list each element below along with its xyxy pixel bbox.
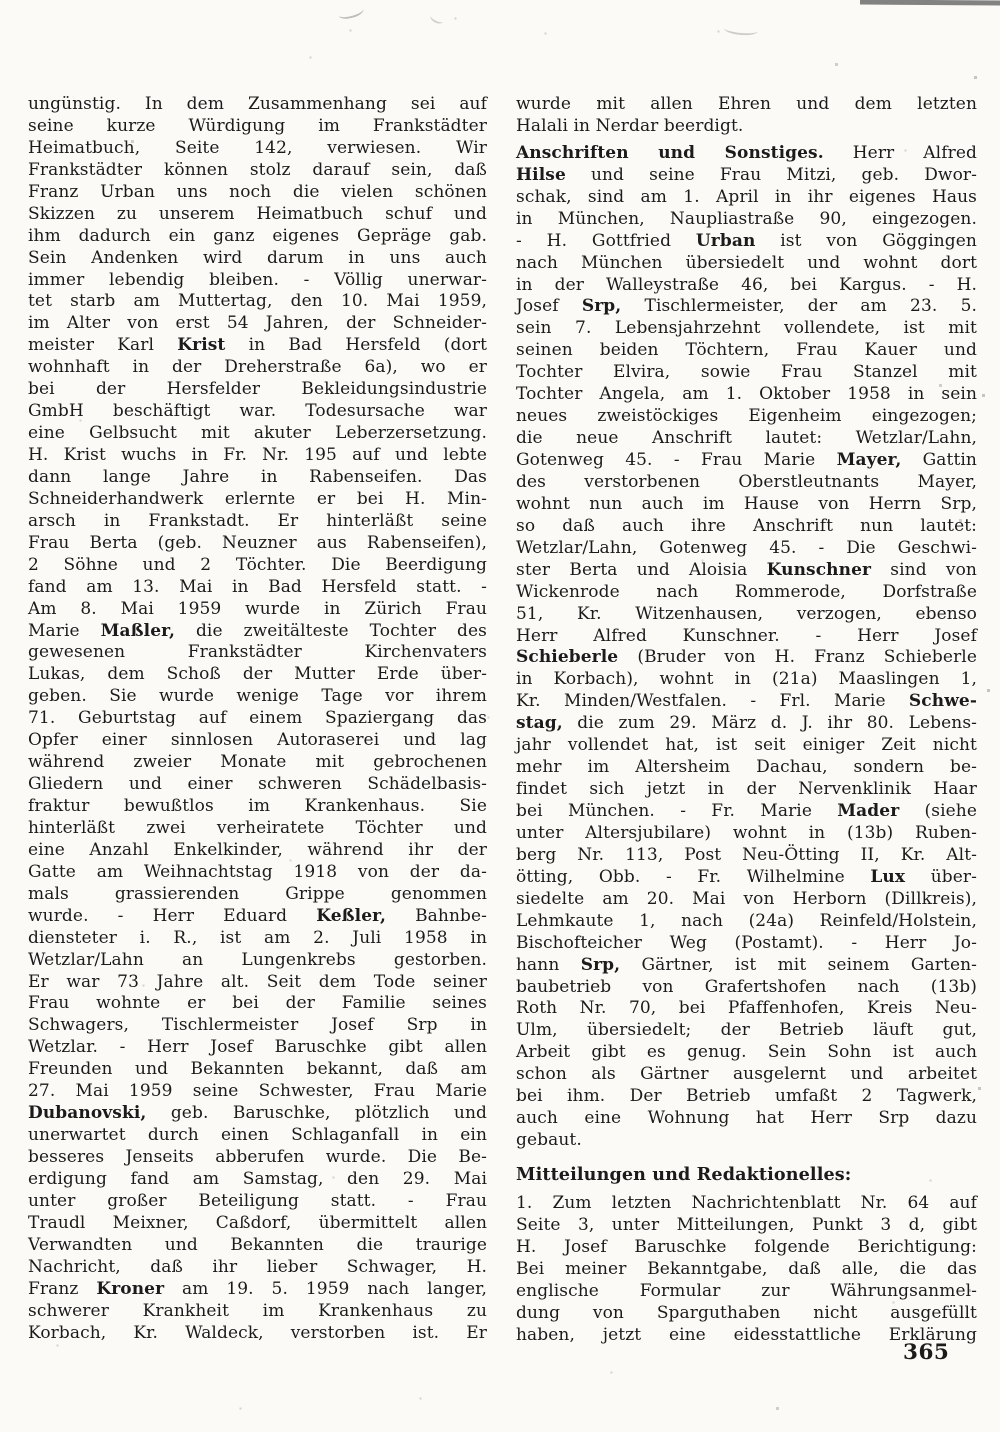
text-segment: in München, Naupliastraße 90, eingezogen.	[516, 208, 977, 229]
text-segment: ist von Göggingen	[755, 230, 977, 251]
text-segment: Verwandten und Bekannten die traurige	[28, 1234, 487, 1255]
text-segment: mehr im Altersheim Dachau, sondern be-	[516, 757, 977, 778]
text-segment: seinen beiden Töchtern, Frau Kauer und	[516, 340, 977, 361]
text-line	[516, 1020, 977, 1042]
scan-pencil-mark	[337, 3, 365, 21]
text-segment: (Bruder von H. Franz Schieberle	[618, 647, 977, 668]
bold-text: Lux	[870, 866, 906, 887]
text-line	[516, 1042, 977, 1064]
text-line	[516, 428, 977, 450]
text-segment: Franz Urban uns noch die vielen schönen	[28, 181, 487, 202]
text-segment: Seite 3, unter Mitteilungen, Punkt 3 d, gibt	[516, 1214, 977, 1235]
obituaries-continued-paragraph	[28, 94, 487, 1344]
text-segment: Josef	[516, 296, 582, 317]
text-line	[28, 1257, 487, 1279]
text-segment: auch eine Wohnung hat Herr Srp dazu	[516, 1108, 977, 1129]
text-segment: Herr Alfred	[823, 142, 977, 163]
text-segment: Heimatbuch, Seite 142, verwiesen. Wir	[28, 137, 487, 158]
text-segment: Wetzlar/Lahn, Gotenweg 45. - Die Geschwi-	[516, 537, 977, 558]
text-line	[28, 577, 487, 599]
text-segment: Er war 73 Jahre alt. Seit dem Tode seiner	[28, 971, 487, 992]
text-line	[516, 538, 977, 560]
text-line	[516, 1237, 977, 1259]
text-line	[28, 291, 487, 313]
text-line	[28, 1059, 487, 1081]
text-segment: Am 8. Mai 1959 wurde in Zürich Frau	[28, 598, 487, 619]
text-segment: 51, Kr. Witzenhausen, verzogen, ebenso	[516, 603, 977, 624]
text-line	[28, 1037, 487, 1059]
text-line	[28, 686, 487, 708]
text-line	[516, 977, 977, 999]
text-line	[516, 1281, 977, 1303]
text-segment: Korbach, Kr. Waldeck, verstorben ist. Er	[28, 1322, 487, 1343]
text-line	[28, 94, 487, 116]
text-segment: in Korbach), wohnt in (21a) Maaslingen 1,	[516, 669, 977, 690]
text-line	[28, 730, 487, 752]
text-line	[28, 116, 487, 138]
text-segment: Tochter Angela, am 1. Oktober 1958 in sein	[516, 384, 977, 405]
text-line	[28, 1147, 487, 1169]
text-line	[516, 209, 977, 231]
bold-text: Mader	[837, 801, 900, 821]
text-segment: tet starb am Muttertag, den 10. Mai 1959,	[28, 291, 487, 312]
bold-text: Schieberle	[516, 647, 619, 668]
text-line	[516, 560, 977, 582]
text-segment: findet sich jetzt in der Nervenklinik Haar	[516, 779, 977, 800]
bold-text: stag,	[516, 713, 563, 734]
text-line	[516, 867, 977, 889]
text-line	[28, 664, 487, 686]
text-line	[516, 669, 977, 691]
text-line	[28, 1081, 487, 1103]
text-line	[516, 801, 977, 823]
text-line	[28, 248, 487, 270]
text-line	[28, 555, 487, 577]
text-segment: im Alter von erst 54 Jahren, der Schneider-	[28, 313, 487, 334]
text-segment: englische Formular zur Währungsanmel-	[516, 1280, 977, 1301]
text-line	[516, 406, 977, 428]
text-segment: erdigung fand am Samstag, den 29. Mai	[28, 1168, 487, 1189]
bold-text: Keßler,	[316, 905, 386, 926]
bold-text: Krist	[177, 335, 226, 356]
text-segment: berg Nr. 113, Post Neu-Ötting II, Kr. Alt-	[516, 844, 977, 865]
text-segment: schon als Gärtner ausgelernt und arbeitet	[516, 1064, 977, 1085]
text-segment: ihm dadurch ein ganz eigenes Gepräge gab.	[28, 225, 487, 246]
text-segment: Marie	[28, 620, 101, 641]
text-line	[28, 818, 487, 840]
text-line	[28, 182, 487, 204]
text-segment: fraktur bewußtlos im Krankenhaus. Sie	[28, 796, 487, 816]
text-line	[28, 204, 487, 226]
text-line	[516, 1303, 977, 1325]
text-line	[516, 757, 977, 779]
text-segment: Frau Berta (geb. Neuzner aus Rabenseifen),	[28, 532, 487, 553]
text-line	[28, 972, 487, 994]
text-segment: Tochter Elvira, sowie Frau Stanzel mit	[516, 362, 977, 383]
text-line	[516, 1086, 977, 1108]
text-segment: Gatte am Weihnachtstag 1918 von der da-	[28, 861, 487, 882]
text-line	[28, 445, 487, 467]
text-segment: unter großer Beteiligung statt. - Frau	[28, 1190, 487, 1211]
text-segment: wohnt nun auch im Hause von Herrn Srp,	[516, 493, 977, 514]
text-line	[516, 823, 977, 845]
text-line	[516, 143, 977, 165]
text-segment: Franz	[28, 1278, 97, 1299]
text-line	[28, 840, 487, 862]
text-line	[28, 1213, 487, 1235]
text-segment: Sein Andenken wird darum in uns auch	[28, 247, 487, 268]
text-line	[516, 911, 977, 933]
text-segment: schwerer Krankheit im Krankenhaus zu	[28, 1300, 487, 1321]
text-line	[28, 928, 487, 950]
text-segment: so daß auch ihre Anschrift nun lautet:	[516, 515, 977, 536]
text-segment: Gotenweg 45. - Frau Marie	[516, 450, 837, 470]
text-segment: bei der Hersfelder Bekleidungsindustrie	[28, 379, 487, 400]
bold-text: Schwe-	[908, 691, 977, 712]
text-segment: 71. Geburtstag auf einem Spaziergang das	[28, 708, 487, 729]
text-segment: jahr vollendet hat, ist seit einiger Zeit nicht	[516, 735, 977, 756]
text-line	[516, 691, 977, 713]
text-segment: Frankstädter können stolz darauf sein, daß	[28, 159, 487, 180]
text-line	[28, 1235, 487, 1257]
text-segment: Arbeit gibt es genug. Sein Sohn ist auch	[516, 1042, 977, 1063]
text-segment: in der Walleystraße 46, bei Kargus. - H.	[516, 274, 977, 295]
scan-edge-artifact	[860, 0, 1000, 5]
text-segment: die zum 29. März d. J. ihr 80. Lebens-	[562, 713, 977, 734]
text-segment: geben. Sie wurde wenige Tage vor ihrem	[28, 686, 487, 707]
text-line	[28, 467, 487, 489]
text-segment: Lehmkaute 1, nach (24a) Reinfeld/Holstein,	[516, 910, 977, 931]
bold-text: Anschriften und Sonstiges.	[516, 142, 824, 163]
text-line	[516, 647, 977, 669]
text-segment: Gliedern und einer schweren Schädelbasis-	[28, 774, 487, 795]
text-line	[28, 226, 487, 248]
text-line	[28, 270, 487, 292]
text-line	[516, 1215, 977, 1237]
text-segment: dung von Sparguthaben nicht ausgefüllt	[516, 1302, 977, 1323]
text-segment: Bahnbe-	[386, 905, 487, 926]
text-line	[28, 1191, 487, 1213]
text-line	[516, 318, 977, 340]
text-line	[516, 1259, 977, 1281]
mitteilungen-heading	[516, 1164, 977, 1186]
bold-text: Kroner	[96, 1278, 165, 1299]
text-segment: sind von	[871, 559, 977, 580]
text-segment: GmbH beschäftigt war. Todesursache war	[28, 401, 487, 422]
text-line	[28, 708, 487, 730]
text-line	[516, 604, 977, 626]
text-line	[516, 253, 977, 275]
text-segment: Schneiderhandwerk erlernte er bei H. Min-	[28, 488, 487, 509]
text-segment: Ulm, übersiedelt; der Betrieb läuft gut,	[516, 1020, 977, 1041]
text-segment: besseres Jenseits abberufen wurde. Die Be-	[28, 1147, 487, 1167]
text-segment: des verstorbenen Oberstleutnants Mayer,	[516, 471, 977, 492]
text-line	[516, 845, 977, 867]
obituary-end-paragraph	[516, 94, 977, 138]
text-segment: ungünstig. In dem Zusammenhang sei auf	[28, 94, 487, 114]
text-segment: Skizzen zu unserem Heimatbuch schuf und	[28, 203, 487, 224]
text-line	[28, 796, 487, 818]
text-line	[516, 231, 977, 253]
text-line	[516, 340, 977, 362]
text-line	[516, 296, 977, 318]
text-segment: Roth Nr. 70, bei Pfaffenhofen, Kreis Neu-	[516, 998, 977, 1019]
text-segment: Gärtner, ist mit seinem Garten-	[620, 954, 977, 975]
text-segment: wurde mit allen Ehren und dem letzten	[516, 94, 977, 114]
text-segment: arsch in Frankstadt. Er hinterläßt seine	[28, 510, 487, 531]
text-segment: meister Karl	[28, 335, 178, 356]
anschriften-und-sonstiges-paragraph	[516, 143, 977, 1152]
text-line	[516, 187, 977, 209]
text-segment: eine Anzahl Enkelkinder, während ihr der	[28, 839, 487, 860]
text-line	[28, 379, 487, 401]
text-line	[28, 993, 487, 1015]
text-segment: Traudl Meixner, Caßdorf, übermittelt allen	[28, 1212, 487, 1233]
text-segment: Halali in Nerdar beerdigt.	[516, 115, 744, 136]
text-line	[516, 116, 977, 138]
text-segment: fand am 13. Mai in Bad Hersfeld statt. -	[28, 576, 487, 597]
scan-pencil-mark	[429, 11, 445, 25]
text-segment: mals grassierenden Grippe genommen	[28, 883, 487, 904]
text-segment: Wickenrode nach Rommerode, Dorfstraße	[516, 581, 977, 602]
text-segment: während zweier Monate mit gebrochenen	[28, 752, 487, 773]
text-segment: Herr Alfred Kunschner. - Herr Josef	[516, 625, 977, 646]
text-segment: dann lange Jahre in Rabenseifen. Das	[28, 466, 487, 487]
text-line	[516, 713, 977, 735]
text-line	[28, 138, 487, 160]
text-segment: wohnhaft in der Dreherstraße 6a), wo er	[28, 357, 487, 378]
text-segment: Bischofteicher Weg (Postamt). - Herr Jo-	[516, 932, 977, 953]
text-segment: unter Altersjubilare) wohnt in (13b) Ruben-	[516, 822, 977, 843]
text-segment: die neue Anschrift lautet: Wetzlar/Lahn,	[516, 428, 977, 449]
text-segment: in Bad Hersfeld (dort	[225, 335, 487, 356]
text-segment: siedelte am 20. Mai von Herborn (Dillkreis),	[516, 888, 977, 909]
text-line	[28, 906, 487, 928]
text-segment: hinterläßt zwei verheiratete Töchter und	[28, 817, 487, 838]
text-segment: ster Berta und Aloisia	[516, 559, 767, 580]
text-segment: bei München. - Fr. Marie	[516, 801, 838, 821]
text-line	[28, 752, 487, 774]
text-line	[28, 621, 487, 643]
text-line	[28, 335, 487, 357]
text-segment: wurde. - Herr Eduard	[28, 905, 317, 926]
text-line	[516, 275, 977, 297]
text-segment: Opfer einer sinnlosen Autoraserei und lag	[28, 730, 487, 751]
text-line	[516, 735, 977, 757]
bold-text: Mitteilungen und Redaktionelles:	[516, 1164, 852, 1185]
scan-dust-speckles	[0, 0, 1, 1]
page-number: 365	[903, 1340, 950, 1365]
text-segment: Freunden und Bekannten bekannt, daß am	[28, 1059, 487, 1080]
text-segment: über-	[905, 866, 977, 887]
text-line	[28, 401, 487, 423]
text-line	[516, 1130, 977, 1152]
text-line	[28, 511, 487, 533]
text-segment: - H. Gottfried	[516, 230, 696, 251]
text-segment: Schwagers, Tischlermeister Josef Srp in	[28, 1015, 487, 1036]
text-segment: Gattin	[901, 450, 977, 470]
text-segment: 27. Mai 1959 seine Schwester, Frau Marie	[28, 1081, 487, 1102]
text-segment: sein 7. Lebensjahrzehnt vollendete, ist mit	[516, 318, 977, 339]
bold-text: Hilse	[516, 164, 566, 185]
bold-text: Srp,	[580, 954, 621, 975]
text-line	[28, 884, 487, 906]
bold-text: Kunschner	[766, 559, 872, 580]
text-segment: H. Krist wuchs in Fr. Nr. 195 auf und lebte	[28, 445, 487, 465]
text-segment: H. Josef Baruschke folgende Berichtigung:	[516, 1236, 977, 1257]
text-line	[28, 1103, 487, 1125]
text-line	[28, 950, 487, 972]
text-line	[28, 357, 487, 379]
text-segment: neues zweistöckiges Eigenheim eingezogen;	[516, 406, 977, 427]
text-line	[516, 94, 977, 116]
text-segment: bei ihm. Der Betrieb umfaßt 2 Tagwerk,	[516, 1086, 977, 1107]
text-line	[28, 1301, 487, 1323]
text-line	[28, 160, 487, 182]
text-segment: gewesenen Frankstädter Kirchenvaters	[28, 642, 487, 663]
text-segment: nach München übersiedelt und wohnt dort	[516, 252, 977, 273]
text-line	[516, 933, 977, 955]
text-segment: Frau wohnte er bei der Familie seines	[28, 993, 487, 1014]
bold-text: Dubanovski,	[28, 1103, 147, 1124]
text-line	[516, 516, 977, 538]
scan-pencil-mark	[724, 23, 759, 37]
text-line	[516, 998, 977, 1020]
text-segment: und seine Frau Mitzi, geb. Dwor-	[565, 164, 977, 185]
text-segment: unerwartet durch einen Schlaganfall in ein	[28, 1125, 487, 1146]
text-segment: Bei meiner Bekanntgabe, daß alle, die das	[516, 1258, 977, 1279]
text-segment: Tischlermeister, der am 23. 5.	[621, 296, 977, 317]
text-segment: geb. Baruschke, plötzlich und	[146, 1103, 487, 1124]
text-line	[28, 642, 487, 664]
text-line	[516, 626, 977, 648]
text-line	[28, 489, 487, 511]
text-segment: schak, sind am 1. April in ihr eigenes Haus	[516, 186, 977, 207]
text-segment: 2 Söhne und 2 Töchter. Die Beerdigung	[28, 554, 487, 575]
text-line	[516, 494, 977, 516]
bold-text: Maßler,	[100, 620, 175, 641]
text-line	[28, 1323, 487, 1345]
right-column	[516, 94, 977, 1347]
mitteilungen-paragraph	[516, 1193, 977, 1347]
bold-text: Srp,	[581, 296, 622, 317]
text-line	[516, 779, 977, 801]
text-line	[28, 423, 487, 445]
text-segment: 1. Zum letzten Nachrichtenblatt Nr. 64 auf	[516, 1192, 977, 1213]
text-line	[516, 450, 977, 472]
text-line	[28, 533, 487, 555]
text-segment: Wetzlar. - Herr Josef Baruschke gibt allen	[28, 1037, 487, 1058]
text-segment: baubetrieb von Grafertshofen nach (13b)	[516, 976, 977, 997]
text-segment: Wetzlar/Lahn an Lungenkrebs gestorben.	[28, 949, 487, 970]
text-line	[516, 955, 977, 977]
text-line	[516, 1064, 977, 1086]
text-segment: Nachricht, daß ihr lieber Schwager, H.	[28, 1256, 487, 1277]
bold-text: Mayer,	[836, 450, 902, 470]
text-segment: Lukas, dem Schoß der Mutter Erde über-	[28, 664, 487, 685]
text-segment: hann	[516, 954, 581, 975]
text-segment: diensteter i. R., ist am 2. Juli 1958 in	[28, 927, 487, 948]
text-line	[28, 599, 487, 621]
text-line	[516, 384, 977, 406]
text-line	[516, 362, 977, 384]
text-line	[28, 862, 487, 884]
text-line	[516, 1164, 977, 1186]
text-line	[516, 472, 977, 494]
text-line	[28, 1169, 487, 1191]
text-segment: ötting, Obb. - Fr. Wilhelmine	[516, 866, 871, 887]
text-segment: eine Gelbsucht mit akuter Leberzersetzung.	[28, 423, 487, 444]
text-segment: immer lebendig bleiben. - Völlig unerwar-	[28, 269, 487, 290]
text-segment: seine kurze Würdigung im Frankstädter	[28, 115, 487, 136]
text-line	[28, 774, 487, 796]
text-line	[516, 1108, 977, 1130]
text-line	[516, 889, 977, 911]
bold-text: Urban	[695, 230, 756, 251]
text-segment: die zweitälteste Tochter des	[175, 620, 487, 641]
text-segment: am 19. 5. 1959 nach langer,	[164, 1278, 487, 1299]
text-line	[516, 1193, 977, 1215]
text-segment: (siehe	[899, 801, 977, 821]
text-line	[516, 582, 977, 604]
text-line	[28, 1279, 487, 1301]
text-segment: gebaut.	[516, 1130, 582, 1151]
text-line	[28, 1015, 487, 1037]
text-line	[516, 165, 977, 187]
text-segment: Kr. Minden/Westfalen. - Frl. Marie	[516, 691, 909, 712]
text-line	[28, 1125, 487, 1147]
text-line	[28, 313, 487, 335]
text-segment: haben, jetzt eine eidesstattliche Erklärung	[516, 1324, 977, 1345]
left-column	[28, 94, 487, 1344]
